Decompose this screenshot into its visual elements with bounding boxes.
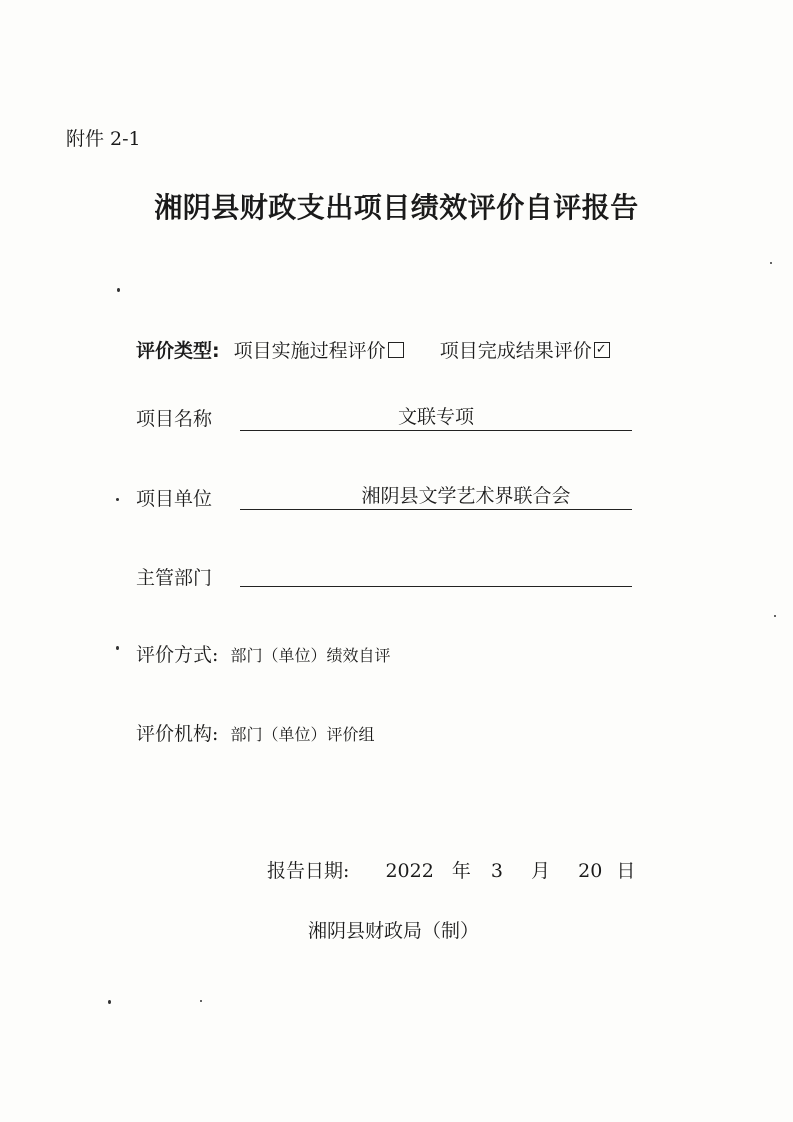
scan-speck [774,615,776,617]
report-date-year: 2022 [385,860,434,882]
eval-type-row [136,336,610,363]
eval-org-row [136,719,374,746]
eval-type-result-label: 项目完成结果评价 [439,340,592,362]
report-date-label: 报告日期: [267,860,350,882]
eval-org-value: 部门（单位）评价组 [230,725,375,744]
scan-speck [117,288,120,292]
report-date-month: 3 [490,860,504,882]
project-name-value: 文联专项 [397,406,474,428]
project-name-label: 项目名称 [136,408,213,430]
project-unit-field[interactable] [240,481,632,510]
supervisor-row [136,563,212,590]
report-title: 湘阴县财政支出项目绩效评价自评报告 [154,191,639,224]
report-date-day: 20 [578,860,603,882]
scan-speck [108,1000,111,1004]
project-unit-label: 项目单位 [136,488,213,510]
eval-type-label: 评价类型: [136,340,220,362]
supervisor-label: 主管部门 [136,567,213,589]
report-date-month-unit: 月 [531,860,551,882]
eval-org-label: 评价机构: [136,723,219,745]
scan-speck [116,498,119,501]
project-name-field[interactable] [240,402,632,431]
supervisor-field[interactable] [240,558,632,587]
project-unit-value: 湘阴县文学艺术界联合会 [361,485,571,507]
eval-type-process-label: 项目实施过程评价 [233,340,386,362]
attachment-number: 附件 2-1 [66,128,141,150]
eval-method-row [136,640,390,667]
issuer: 湘阴县财政局（制） [308,920,480,942]
project-name-row [136,404,212,431]
eval-type-process-checkbox[interactable] [388,342,404,358]
report-date-year-unit: 年 [451,860,471,882]
check-icon: ✓ [595,342,607,357]
scan-speck [770,262,772,264]
scan-speck [200,1000,202,1002]
scan-speck [116,646,119,650]
report-date-day-unit: 日 [616,860,636,882]
project-unit-row [136,484,212,511]
eval-method-value: 部门（单位）绩效自评 [230,646,391,665]
eval-type-result-checkbox[interactable] [594,342,610,358]
eval-method-label: 评价方式: [136,644,219,666]
report-date-row [267,856,635,883]
